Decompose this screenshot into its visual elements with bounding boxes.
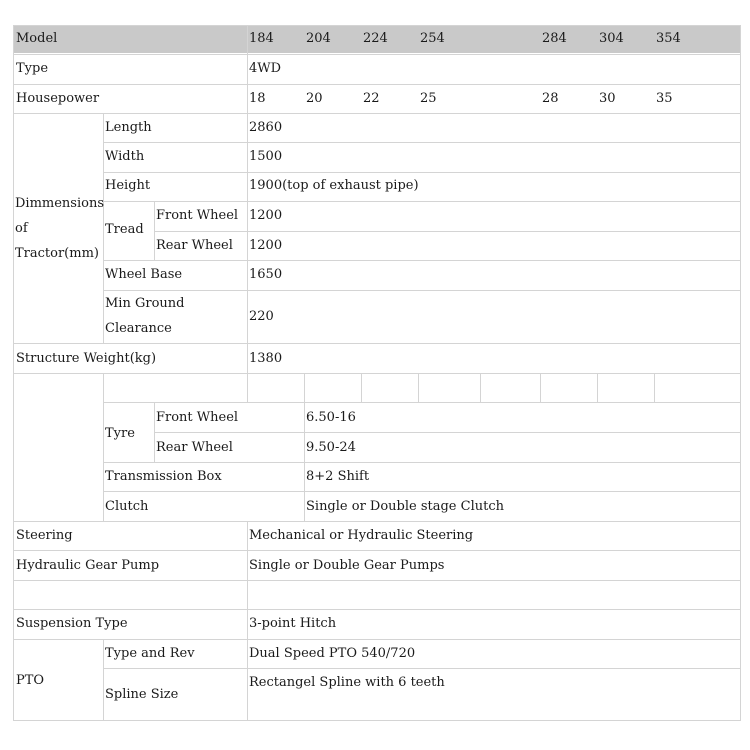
grid-line [247,25,248,373]
tyre-front-label: Front Wheel [156,410,239,425]
horsepower-254: 25 [420,91,437,106]
grid-line [654,373,655,402]
grid-line [540,373,541,402]
grid-line [13,25,741,26]
grid-line [103,172,741,173]
height-value: 1900(top of exhaust pipe) [249,178,419,193]
grid-line [103,491,741,492]
model-304: 304 [599,31,624,46]
horsepower-354: 35 [656,91,673,106]
pto-type-rev-label: Type and Rev [105,646,195,661]
horsepower-184: 18 [249,91,266,106]
dimensions-group-label: Dimmensions [15,196,105,211]
grid-line [13,84,741,85]
tread-rear-label: Rear Wheel [156,238,233,253]
grid-line [418,373,419,402]
grid-line [740,25,741,721]
pto-spline-value: Rectangel Spline with 6 teeth [249,675,445,690]
tread-front-label: Front Wheel [156,208,239,223]
model-354: 354 [656,31,681,46]
width-value: 1500 [249,149,283,164]
grid-line [13,639,741,640]
transmission-value: 8+2 Shift [306,469,370,484]
grid-line [103,639,104,721]
clutch-value: Single or Double stage Clutch [306,499,504,514]
grid-line [103,201,741,202]
tyre-rear-value: 9.50-24 [306,440,356,455]
grid-line [103,462,741,463]
horsepower-284: 28 [542,91,559,106]
grid-line [154,402,155,462]
grid-line [247,521,248,721]
grid-line [103,373,104,521]
min-ground-label: Min Ground [105,296,185,311]
pto-spline-label: Spline Size [105,687,179,702]
transmission-label: Transmission Box [105,469,222,484]
horsepower-204: 20 [306,91,323,106]
width-label: Width [105,149,145,164]
tread-rear-value: 1200 [249,238,283,253]
grid-line [103,113,104,343]
grid-line [13,609,741,610]
tyre-front-value: 6.50-16 [306,410,356,425]
grid-line [103,142,741,143]
grid-line [154,201,155,260]
grid-line [13,521,741,522]
horsepower-label: Housepower [16,91,100,106]
horsepower-304: 30 [599,91,616,106]
grid-line [13,720,741,721]
grid-line [247,373,248,402]
hydraulic-pump-value: Single or Double Gear Pumps [249,558,445,573]
model-204: 204 [306,31,331,46]
horsepower-224: 22 [363,91,380,106]
tyre-label: Tyre [105,426,135,441]
suspension-value: 3-point Hitch [249,616,337,631]
grid-line [13,25,14,721]
grid-line [13,550,741,551]
dimensions-group-label: Tractor(mm) [15,246,99,261]
type-value: 4WD [249,61,282,76]
dimensions-group-label: of [15,221,28,236]
type-label: Type [16,61,49,76]
steering-value: Mechanical or Hydraulic Steering [249,528,474,543]
model-284: 284 [542,31,567,46]
tread-front-value: 1200 [249,208,283,223]
tyre-rear-label: Rear Wheel [156,440,233,455]
grid-line [13,113,741,114]
min-ground-label: Clearance [105,321,172,336]
model-224: 224 [363,31,388,46]
steering-label: Steering [16,528,73,543]
spec-table [13,25,741,721]
grid-line [13,343,741,344]
grid-line [597,373,598,402]
model-header-label: Model [16,31,58,46]
grid-line [154,231,741,232]
grid-line [13,54,741,55]
length-label: Length [105,120,152,135]
grid-line [13,580,741,581]
suspension-label: Suspension Type [16,616,128,631]
length-value: 2860 [249,120,283,135]
grid-line [103,260,741,261]
min-ground-value: 220 [249,309,274,324]
clutch-label: Clutch [105,499,149,514]
grid-line [103,402,741,403]
hydraulic-pump-label: Hydraulic Gear Pump [16,558,160,573]
grid-line [103,668,741,669]
model-184: 184 [249,31,274,46]
pto-type-rev-value: Dual Speed PTO 540/720 [249,646,416,661]
wheel-base-value: 1650 [249,267,283,282]
structure-weight-value: 1380 [249,351,283,366]
grid-line [480,373,481,402]
grid-line [304,373,305,521]
grid-line [154,432,741,433]
grid-line [103,290,741,291]
grid-line [13,373,741,374]
model-254: 254 [420,31,445,46]
pto-label: PTO [16,673,45,688]
grid-line [361,373,362,402]
height-label: Height [105,178,151,193]
tread-label: Tread [105,222,144,237]
wheel-base-label: Wheel Base [105,267,183,282]
structure-weight-label: Structure Weight(kg) [16,351,157,366]
